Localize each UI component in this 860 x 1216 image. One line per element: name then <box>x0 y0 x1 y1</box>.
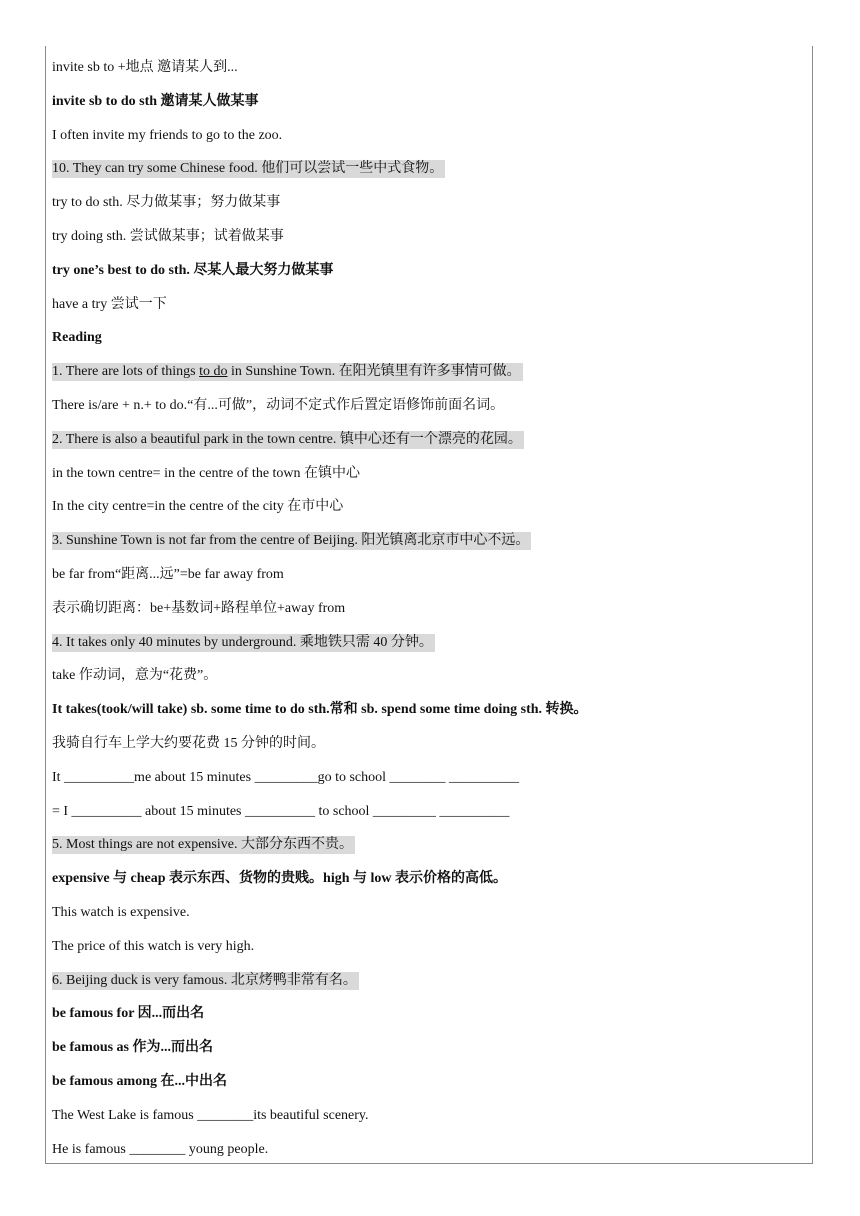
document-body <box>52 51 808 1166</box>
text-line <box>52 896 808 930</box>
line-text: 6. Beijing duck is very famous. 北京烤鸭非常有名。 <box>52 972 357 988</box>
text-line <box>52 1099 808 1133</box>
line-text: have a try 尝试一下 <box>52 296 167 312</box>
line-text: The West Lake is famous ________its beautiful scenery. <box>52 1107 369 1123</box>
line-text: expensive 与 cheap 表示东西、货物的贵贱。high 与 low 表示价格的高低。 <box>52 871 508 887</box>
line-text-part: 1. There are lots of things <box>52 364 200 380</box>
line-text: be famous among 在...中出名 <box>52 1073 228 1089</box>
line-text: 4. It takes only 40 minutes by underground. 乘地铁只需 40 分钟。 <box>52 634 433 650</box>
line-text: He is famous ________ young people. <box>52 1141 269 1157</box>
text-line <box>52 457 808 491</box>
line-text: I often invite my friends to go to the zoo. <box>52 127 283 143</box>
line-text: 2. There is also a beautiful park in the town centre. 镇中心还有一个漂亮的花园。 <box>52 431 522 447</box>
line-text: try doing sth. 尝试做某事；试着做某事 <box>52 228 284 244</box>
text-line <box>52 1133 808 1167</box>
line-text: 5. Most things are not expensive. 大部分东西不贵。 <box>52 837 353 853</box>
text-line <box>52 490 808 524</box>
line-text: in the town centre= in the centre of the town 在镇中心 <box>52 465 361 481</box>
line-text: be famous for 因...而出名 <box>52 1006 205 1022</box>
line-text: try one’s best to do sth. 尽某人最大努力做某事 <box>52 262 334 278</box>
text-line <box>52 862 808 896</box>
text-line <box>52 288 808 322</box>
line-text: invite sb to +地点 邀请某人到... <box>52 60 238 75</box>
highlighted-sentence <box>52 355 808 389</box>
text-line <box>52 997 808 1031</box>
line-text: be famous as 作为...而出名 <box>52 1040 214 1056</box>
line-text: Reading <box>52 330 102 346</box>
text-line <box>52 1031 808 1065</box>
line-text: take 作动词，意为“花费”。 <box>52 668 218 684</box>
line-text: try to do sth. 尽力做某事；努力做某事 <box>52 195 281 211</box>
line-text: 表示确切距离：be+基数词+路程单位+away from <box>52 600 346 616</box>
text-line <box>52 761 808 795</box>
line-text: = I __________ about 15 minutes __________ to school _________ __________ <box>52 803 510 819</box>
text-line <box>52 321 808 355</box>
line-text: 10. They can try some Chinese food. 他们可以尝试一些中式食物。 <box>52 161 444 177</box>
line-text: There is/are + n.+ to do.“有...可做”，动词不定式作后置定语修饰前面名词。 <box>52 397 505 413</box>
highlighted-sentence <box>52 964 808 998</box>
line-text <box>52 363 523 381</box>
line-text: It __________me about 15 minutes _________go to school ________ __________ <box>52 769 520 785</box>
text-line <box>52 119 808 153</box>
text-line <box>52 592 808 626</box>
highlighted-sentence <box>52 152 808 186</box>
line-text: In the city centre=in the centre of the city 在市中心 <box>52 499 344 515</box>
highlighted-sentence <box>52 828 808 862</box>
text-line <box>52 220 808 254</box>
text-line <box>52 659 808 693</box>
highlighted-sentence <box>52 626 808 660</box>
text-line <box>52 254 808 288</box>
line-text: invite sb to do sth 邀请某人做某事 <box>52 93 259 109</box>
line-text: It takes(took/will take) sb. some time to do sth.常和 sb. spend some time doing sth. 转换。 <box>52 702 588 718</box>
text-line <box>52 186 808 220</box>
text-line <box>52 693 808 727</box>
text-line <box>52 795 808 829</box>
line-text-part: in Sunshine Town. 在阳光镇里有许多事情可做。 <box>227 364 521 380</box>
text-line <box>52 85 808 119</box>
text-line <box>52 389 808 423</box>
highlighted-sentence <box>52 423 808 457</box>
text-line <box>52 51 808 85</box>
line-text: The price of this watch is very high. <box>52 938 255 954</box>
line-text: 我骑自行车上学大约要花费 15 分钟的时间。 <box>52 735 325 751</box>
highlighted-sentence <box>52 524 808 558</box>
underlined-phrase: to do <box>199 364 228 380</box>
line-text: be far from“距离...远”=be far away from <box>52 566 284 582</box>
line-text: 3. Sunshine Town is not far from the centre of Beijing. 阳光镇离北京市中心不远。 <box>52 533 530 549</box>
text-line <box>52 930 808 964</box>
text-line <box>52 558 808 592</box>
text-line <box>52 727 808 761</box>
text-line <box>52 1065 808 1099</box>
line-text: This watch is expensive. <box>52 904 190 920</box>
